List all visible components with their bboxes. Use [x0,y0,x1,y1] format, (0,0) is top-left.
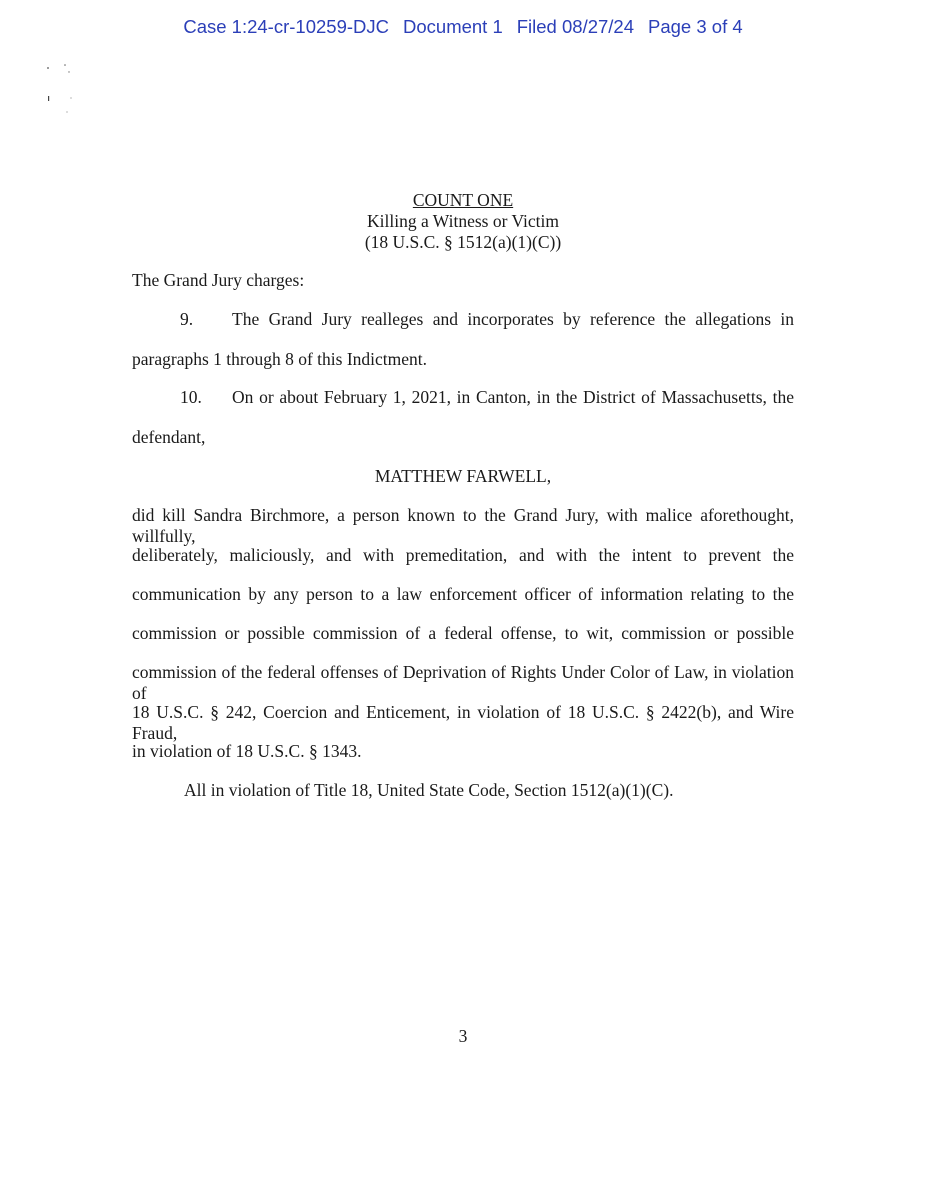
charge-line-2: deliberately, maliciously, and with premeditation, and with the intent to prevent the [132,545,794,565]
filed-date: Filed 08/27/24 [516,16,635,37]
case-number: Case 1:24-cr-10259-DJC [183,16,389,37]
charge-line-7: in violation of 18 U.S.C. § 1343. [132,741,362,761]
grand-jury-intro: The Grand Jury charges: [132,270,305,290]
paragraph-9-text-1: The Grand Jury realleges and incorporates by reference the allegations in [232,309,794,329]
paragraph-10-number: 10. [180,387,202,407]
scan-specks [38,60,78,120]
paragraph-10-line-2: defendant, [132,427,206,447]
paragraph-9-line-2: paragraphs 1 through 8 of this Indictment. [132,349,428,369]
conclusion: All in violation of Title 18, United State Code, Section 1512(a)(1)(C). [184,780,674,800]
charge-line-3: communication by any person to a law enforcement officer of information relating to the [132,584,794,604]
page-number: 3 [458,1026,468,1046]
count-subtitle: Killing a Witness or Victim [366,211,560,231]
paragraph-10-line-1 [180,387,794,408]
charge-line-5: commission of the federal offenses of Deprivation of Rights Under Color of Law, in violation of [132,662,794,703]
count-heading [0,190,926,253]
charge-line-6: 18 U.S.C. § 242, Coercion and Enticement, in violation of 18 U.S.C. § 2422(b), and Wire Fraud, [132,702,794,743]
charge-line-4: commission or possible commission of a federal offense, to wit, commission or possible [132,623,794,643]
charge-line-1: did kill Sandra Birchmore, a person known to the Grand Jury, with malice aforethought, willfully, [132,505,794,546]
page-indicator: Page 3 of 4 [648,16,743,37]
defendant-name: MATTHEW FARWELL, [374,466,552,486]
paragraph-9-number: 9. [180,309,194,329]
document-number: Document 1 [403,16,503,37]
filing-header [0,16,926,38]
count-statute: (18 U.S.C. § 1512(a)(1)(C)) [364,232,562,252]
paragraph-9-line-1 [180,309,794,330]
paragraph-10-text-1: On or about February 1, 2021, in Canton, in the District of Massachusetts, the [232,387,794,407]
count-title: COUNT ONE [412,190,514,210]
